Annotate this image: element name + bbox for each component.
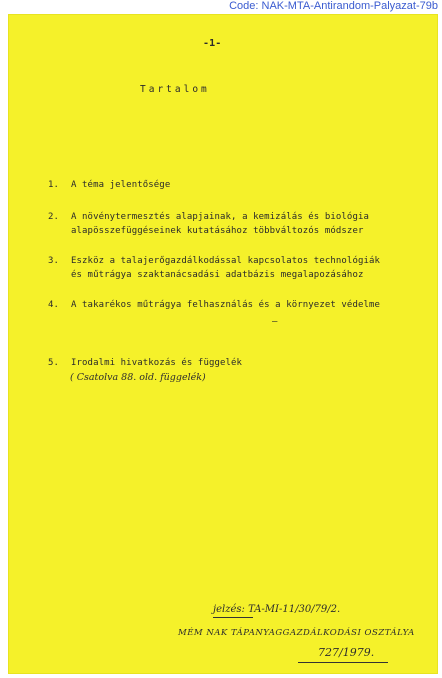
toc-item-2-text-line-2: alapösszefüggéseinek kutatásához többváltozós módszer [71, 226, 364, 236]
toc-item-3-text-line-1: Eszköz a talajerőgazdálkodással kapcsolatos technológiák [71, 256, 381, 266]
toc-item-1-text: A téma jelentősége [71, 180, 171, 190]
toc-item-5-number: 5. [48, 358, 60, 368]
annotation-registration-number: 727/1979. [318, 646, 375, 659]
annotation-reference-code: jelzés: TA-MI-11/30/79/2. [213, 604, 341, 615]
toc-item-3-text-line-2: és műtrágya szaktanácsadási adatbázis megalapozásához [71, 270, 364, 280]
document-code-label: Code: NAK-MTA-Antirandom-Palyazat-79b [229, 0, 438, 12]
annotation-registration-underline [298, 662, 388, 663]
separator-dash: – [272, 317, 278, 327]
toc-item-4-number: 4. [48, 300, 60, 310]
handwritten-appendix-note: ( Csatolva 88. old. függelék) [70, 372, 206, 383]
annotation-underline [213, 617, 253, 618]
toc-item-1-number: 1. [48, 180, 60, 190]
toc-item-4-text: A takarékos műtrágya felhasználás és a környezet védelme [71, 300, 381, 310]
toc-item-5-text: Irodalmi hivatkozás és függelék [71, 358, 243, 368]
toc-item-2-number: 2. [48, 212, 60, 222]
document-page [8, 14, 438, 674]
page-number: -1- [203, 38, 222, 49]
toc-item-2-text-line-1: A növénytermesztés alapjainak, a kemizálás és biológia [71, 212, 369, 222]
annotation-department: MÉM NAK TÁPANYAGGAZDÁLKODÁSI OSZTÁLYA [178, 628, 415, 638]
page-title: Tartalom [140, 84, 210, 95]
toc-item-3-number: 3. [48, 256, 60, 266]
